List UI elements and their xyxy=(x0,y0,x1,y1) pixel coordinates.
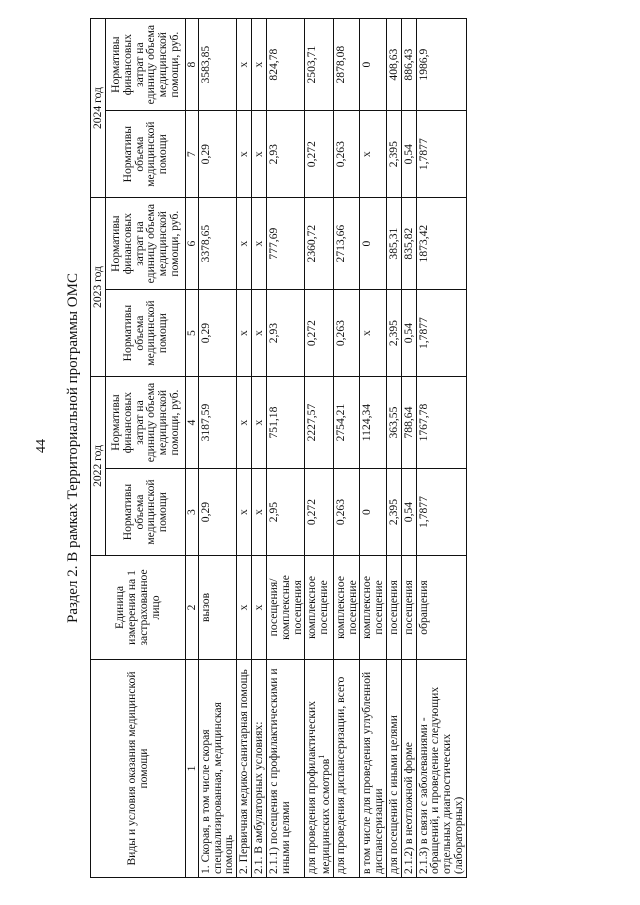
cell-value: 824,78 xyxy=(266,19,304,111)
table-row xyxy=(237,19,252,878)
header-volume-2023: Нормативы объема медицинской помощи xyxy=(105,290,185,377)
cell-value: x xyxy=(252,19,267,111)
cell-value: x xyxy=(252,111,267,198)
cell-value: 886,43 xyxy=(401,19,416,111)
cell-value: 0,54 xyxy=(401,111,416,198)
header-cost-2024: Нормативы финансовых затрат на единицу объема медицинской помощи, руб. xyxy=(105,19,185,111)
cell-value: 0,272 xyxy=(305,290,333,377)
row-name: 2.1.3) в связи с заболеваниями - обращений, и проведение следующих отдельных диагностических (лабораторных) xyxy=(416,660,466,878)
table-row xyxy=(305,19,333,878)
column-number: 7 xyxy=(185,111,198,198)
column-number: 1 xyxy=(185,660,198,878)
table-row xyxy=(266,19,304,878)
row-name: 2.1. В амбулаторных условиях: xyxy=(252,660,267,878)
table-row xyxy=(333,19,360,878)
cell-value: 3378,65 xyxy=(198,198,236,290)
column-number: 2 xyxy=(185,555,198,659)
cell-value: x xyxy=(252,469,267,556)
table-row xyxy=(401,19,416,878)
column-number: 4 xyxy=(185,376,198,468)
row-name: для проведения диспансеризации, всего xyxy=(333,660,360,878)
row-name-cell xyxy=(305,660,333,878)
cell-value: 2878,08 xyxy=(333,19,360,111)
cell-value: 0,54 xyxy=(401,469,416,556)
header-unit: Единица измерения на 1 застрахованное лицо xyxy=(91,555,186,659)
header-types: Виды и условия оказания медицинской помощи xyxy=(91,660,186,878)
section-title: Раздел 2. В рамках Территориальной программы ОМС xyxy=(65,273,81,623)
cell-value: 2754,21 xyxy=(333,376,360,468)
row-unit: посещения xyxy=(387,555,402,659)
cell-value: x xyxy=(360,290,387,377)
cell-value: 2503,71 xyxy=(305,19,333,111)
cell-value: x xyxy=(237,198,252,290)
cell-value: 0,272 xyxy=(305,111,333,198)
table-row xyxy=(198,19,236,878)
cell-value: 788,64 xyxy=(401,376,416,468)
cell-value: 0,29 xyxy=(198,111,236,198)
cell-value: 2,93 xyxy=(266,111,304,198)
cell-value: 1767,78 xyxy=(416,376,466,468)
row-unit: обращения xyxy=(416,555,466,659)
cell-value: 0,272 xyxy=(305,469,333,556)
table-row xyxy=(360,19,387,878)
cell-value: 835,82 xyxy=(401,198,416,290)
cell-value: 2713,66 xyxy=(333,198,360,290)
row-unit: комплексное посещение xyxy=(305,555,333,659)
column-number: 5 xyxy=(185,290,198,377)
cell-value: 3583,85 xyxy=(198,19,236,111)
header-year-2024: 2024 год xyxy=(91,19,106,198)
cell-value: 2,93 xyxy=(266,290,304,377)
row-unit: x xyxy=(237,555,252,659)
cell-value: 1,7877 xyxy=(416,111,466,198)
cell-value: 0 xyxy=(360,19,387,111)
cell-value: 2,395 xyxy=(387,469,402,556)
cell-value: x xyxy=(252,198,267,290)
row-name: 2. Первичная медико-санитарная помощь xyxy=(237,660,252,878)
row-unit: x xyxy=(252,555,267,659)
cell-value: 0,263 xyxy=(333,111,360,198)
cell-value: x xyxy=(360,111,387,198)
header-cost-2022: Нормативы финансовых затрат на единицу объема медицинской помощи, руб. xyxy=(105,376,185,468)
cell-value: 0,263 xyxy=(333,469,360,556)
cell-value: 751,18 xyxy=(266,376,304,468)
footnote-marker: 1 xyxy=(317,754,327,759)
cell-value: 0 xyxy=(360,469,387,556)
row-unit: посещения xyxy=(401,555,416,659)
cell-value: x xyxy=(252,290,267,377)
table-row xyxy=(387,19,402,878)
row-unit: комплексное посещение xyxy=(333,555,360,659)
cell-value: x xyxy=(237,469,252,556)
row-name: 2.1.1) посещения с профилактическими и иными целями xyxy=(266,660,304,878)
row-unit: вызов xyxy=(198,555,236,659)
column-number: 3 xyxy=(185,469,198,556)
column-number: 6 xyxy=(185,198,198,290)
cell-value: x xyxy=(237,111,252,198)
cell-value: 0,54 xyxy=(401,290,416,377)
cell-value: 1,7877 xyxy=(416,290,466,377)
row-name: в том числе для проведения углубленной диспансеризации xyxy=(360,660,387,878)
header-volume-2024: Нормативы объема медицинской помощи xyxy=(105,111,185,198)
cell-value: 1986,9 xyxy=(416,19,466,111)
cell-value: 0 xyxy=(360,198,387,290)
rotated-page-content xyxy=(62,18,622,878)
header-year-2023: 2023 год xyxy=(91,198,106,377)
norms-table xyxy=(90,18,467,878)
cell-value: 385,31 xyxy=(387,198,402,290)
cell-value: 1,7877 xyxy=(416,469,466,556)
table-row xyxy=(252,19,267,878)
row-name: 2.1.2) в неотложной форме xyxy=(401,660,416,878)
row-name: 1. Скорая, в том числе скорая специализированная, медицинская помощь xyxy=(198,660,236,878)
cell-value: 2,395 xyxy=(387,290,402,377)
header-cost-2023: Нормативы финансовых затрат на единицу объема медицинской помощи, руб. xyxy=(105,198,185,290)
cell-value: 0,263 xyxy=(333,290,360,377)
row-name: для проведения профилактических медицинских осмотров xyxy=(305,700,332,874)
cell-value: 3187,59 xyxy=(198,376,236,468)
row-unit: посещения/ комплексные посещения xyxy=(266,555,304,659)
cell-value: x xyxy=(237,290,252,377)
row-name: для посещений с иными целями xyxy=(387,660,402,878)
cell-value: x xyxy=(237,376,252,468)
cell-value: 1873,42 xyxy=(416,198,466,290)
cell-value: 2,95 xyxy=(266,469,304,556)
header-volume-2022: Нормативы объема медицинской помощи xyxy=(105,469,185,556)
cell-value: 2227,57 xyxy=(305,376,333,468)
cell-value: 363,55 xyxy=(387,376,402,468)
header-year-2022: 2022 год xyxy=(91,376,106,555)
cell-value: 1124,34 xyxy=(360,376,387,468)
cell-value: 2,395 xyxy=(387,111,402,198)
cell-value: 2360,72 xyxy=(305,198,333,290)
cell-value: 408,63 xyxy=(387,19,402,111)
page-number: 44 xyxy=(34,439,49,453)
column-number: 8 xyxy=(185,19,198,111)
cell-value: x xyxy=(237,19,252,111)
row-unit: комплексное посещение xyxy=(360,555,387,659)
cell-value: 777,69 xyxy=(266,198,304,290)
cell-value: 0,29 xyxy=(198,290,236,377)
cell-value: 0,29 xyxy=(198,469,236,556)
table-row xyxy=(416,19,466,878)
cell-value: x xyxy=(252,376,267,468)
